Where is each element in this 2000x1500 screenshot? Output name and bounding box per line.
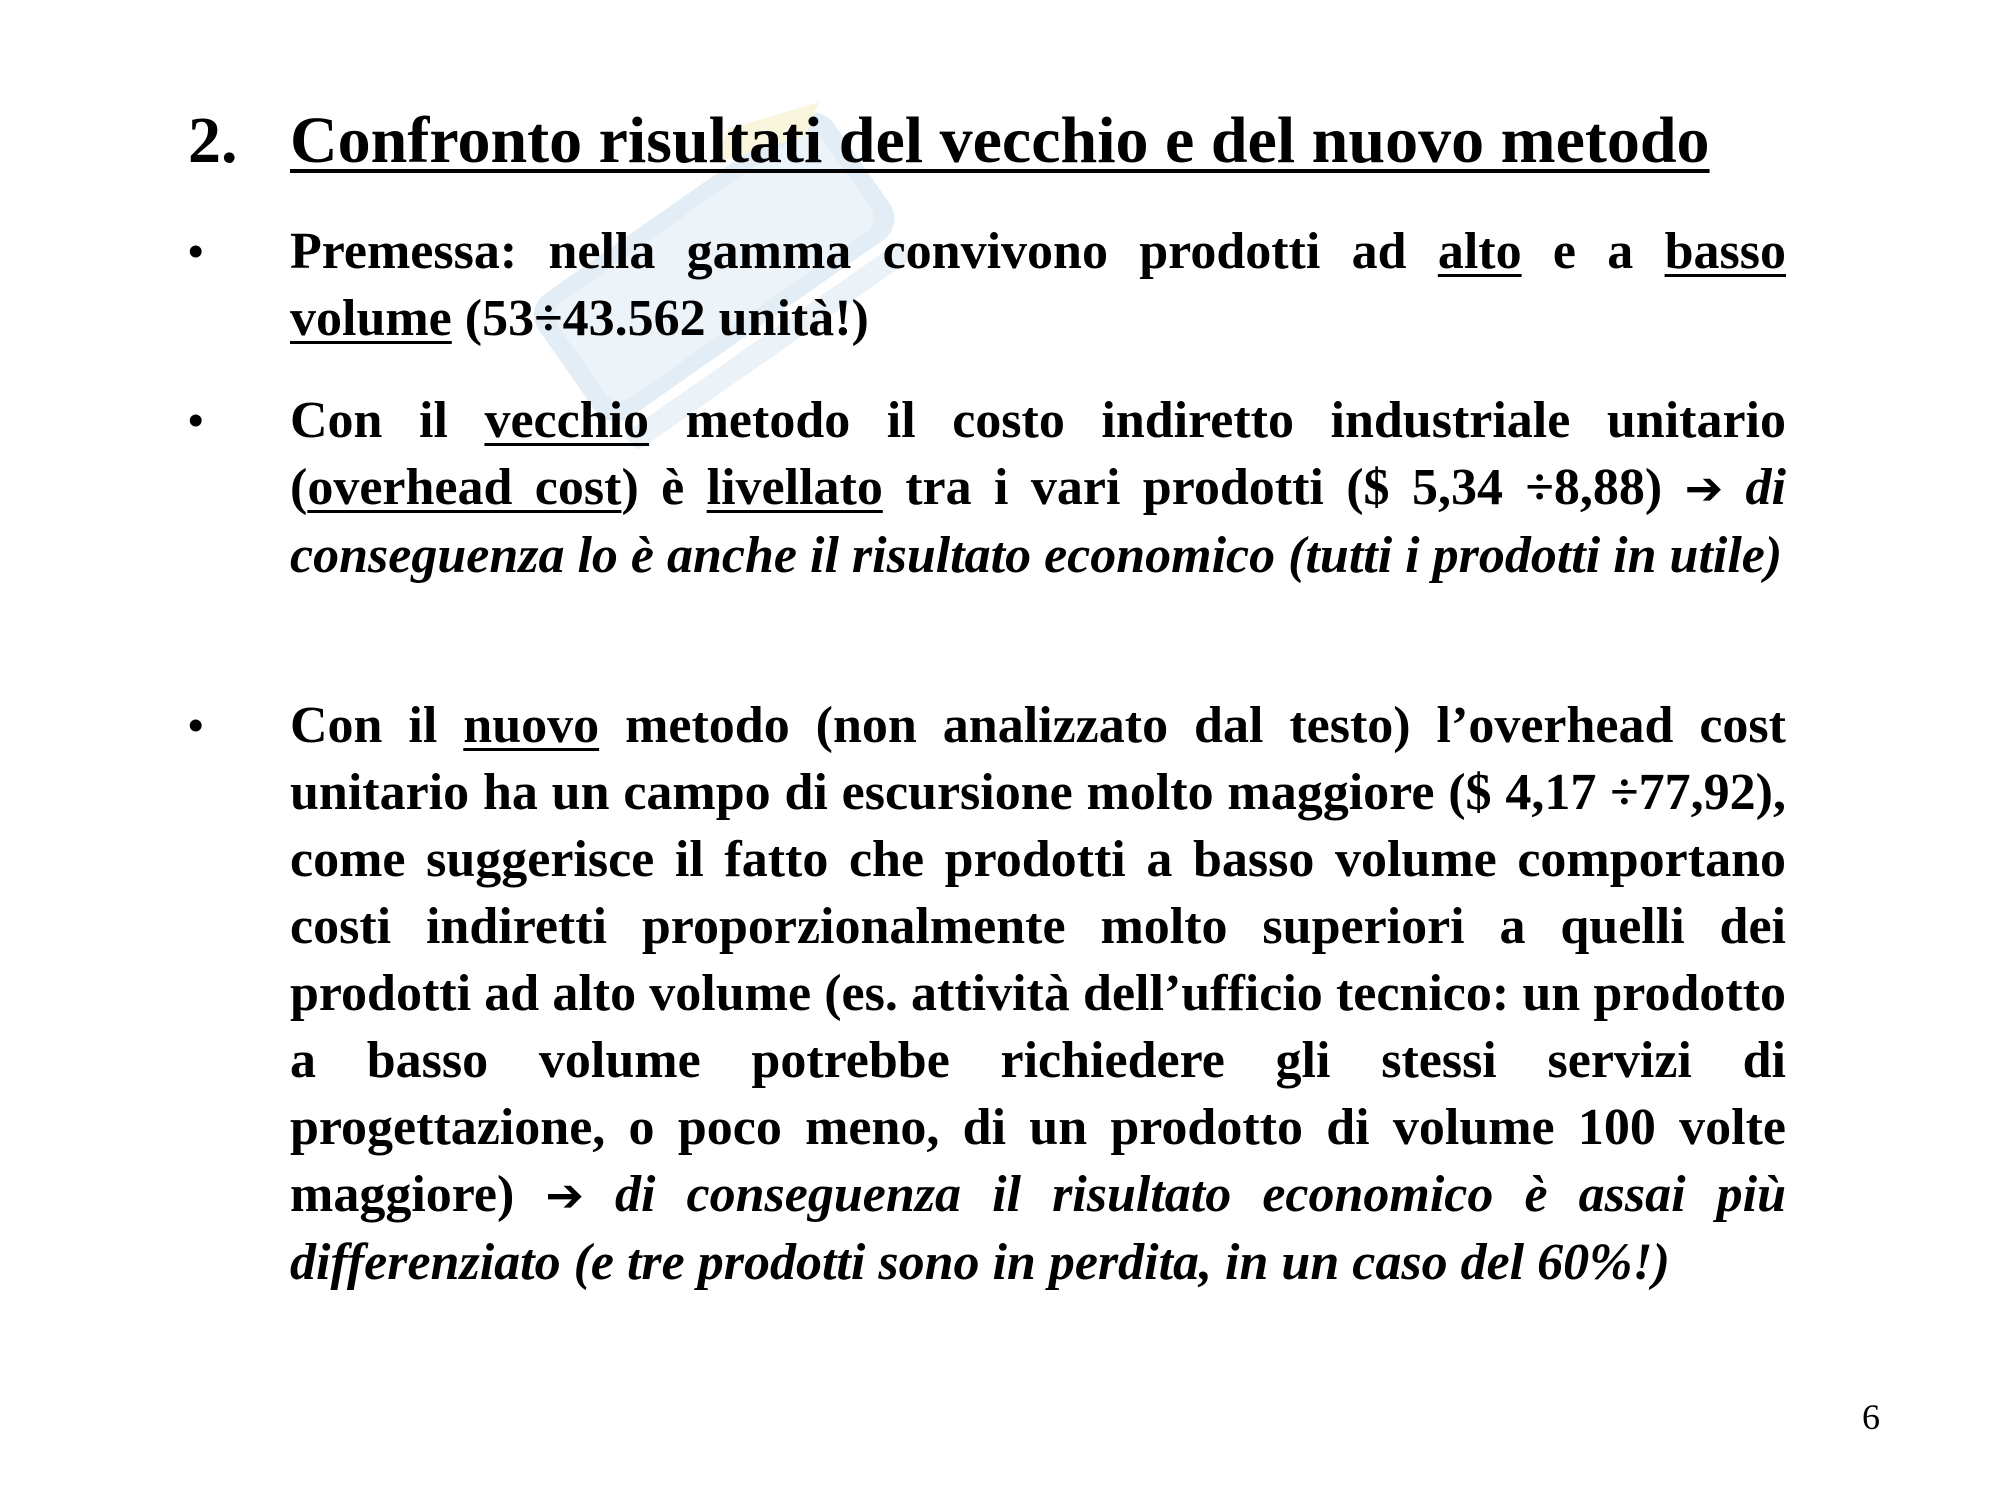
bullet-text: [290, 218, 1786, 352]
underlined-run: nuovo: [463, 697, 600, 754]
bullet-text: [290, 692, 1786, 1296]
italic-run: di conseguenza lo è anche il risultato economico (tutti i prodotti in utile): [290, 459, 1786, 584]
slide-title: [188, 98, 1888, 184]
italic-run: di conseguenza il risultato economico è assai più differenziato (e tre prodotti sono in perdita, in un caso del 60%!): [290, 1166, 1786, 1291]
text-run: ) è: [621, 459, 707, 516]
text-run: metodo il costo indiretto industriale unitario (: [290, 392, 1786, 516]
text-run: metodo (non analizzato dal testo) l’overhead cost unitario ha un campo di escursione molto maggiore ($ 4,17 ÷77,92), come suggerisce il fatto che prodotti a basso volume comportano costi indiretti proporzionalmente molto superiori a quelli dei prodotti ad alto volume (es. attività dell’ufficio tecnico: un prodotto a basso volume potrebbe richiedere gli stessi servizi di progettazione, o poco meno, di un prodotto di volume 100 volte maggiore): [290, 697, 1786, 1223]
underlined-run: basso volume: [290, 223, 1786, 347]
bullet-dot: •: [188, 396, 204, 445]
text-run: Con il: [290, 697, 464, 754]
text-run: (53÷43.562 unità!): [451, 290, 869, 347]
underlined-run: vecchio: [484, 392, 650, 449]
bullet-dot: •: [188, 227, 204, 276]
text-run: e a: [1521, 223, 1665, 280]
page-number: 6: [1862, 1397, 1880, 1437]
underlined-run: livellato: [706, 459, 883, 516]
arrow-right-icon: ➔: [545, 1168, 584, 1222]
title-text: Confronto risultati del vecchio e del nuovo metodo: [290, 104, 1710, 177]
arrow-right-icon: ➔: [1684, 461, 1724, 515]
underlined-run: alto: [1437, 223, 1522, 280]
text-run: tra i vari prodotti ($ 5,34 ÷8,88): [882, 459, 1685, 516]
bullet-text: [290, 387, 1786, 589]
text-run: Premessa: nella gamma convivono prodotti ad: [290, 223, 1438, 280]
title-number: 2.: [188, 104, 238, 177]
underlined-run: overhead cost: [307, 459, 622, 516]
text-run: Con il: [290, 392, 485, 449]
bullet-dot: •: [188, 701, 204, 750]
